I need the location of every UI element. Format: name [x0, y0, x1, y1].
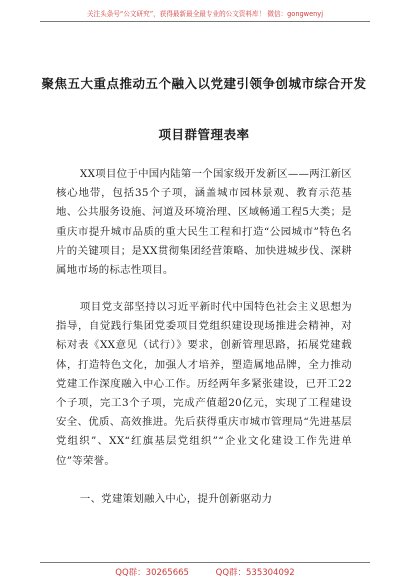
- document-title-line1: 聚焦五大重点推动五个融入以党建引领争创城市综合开发: [41, 76, 367, 91]
- section-heading-text: 一、党建策划融入中心，提升创新驱动力: [79, 493, 273, 505]
- section-heading: [56, 490, 352, 509]
- footer-qq-group-2: QQ群：535304092: [215, 568, 295, 578]
- paragraph-1-text: XX项目位于中国内陆第一个国家级开发新区——两江新区核心地带，包括35个子项，涵盖城市园林景观、教育示范基地、公共服务设施、河道及环境治理、区域畅通工程5大类；是重庆市提升城市品质的重大民生工程和打造“公园城市”特色名片的关键项目；是XX贯彻集团经营策略、加快进城步伐、深耕属地市场的标志性项目。: [56, 168, 352, 277]
- footer-qq-group-1: QQ群：30265665: [115, 568, 189, 578]
- document-title-line2: 项目群管理表率: [158, 127, 250, 142]
- paragraph-1: [56, 165, 352, 280]
- paragraph-2-text: 项目党支部坚持以习近平新时代中国特色社会主义思想为指导，自觉践行集团党委项目党组织建设现场推进会精神，对标对表《XX意见（试行）》要求，创新管理思路，拓展党建载体，打造特色文化，加强人才培养，塑造属地品牌，全力推动党建工作深度融入中心工作。历经两年多紧张建设，已开工22个子项，完工3个子项，完成产值超20亿元，实现了工程建设安全、优质、高效推进。先后获得重庆市城市管理局“先进基层党组织”、XX“红旗基层党组织”“企业文化建设工作先进单位”等荣誉。: [56, 301, 352, 467]
- header-banner: 关注头条号“公文研究”，获得最新最全最专业的公文资料库！ 微信：gongwenyj: [40, 8, 370, 22]
- paragraph-2: [56, 298, 352, 471]
- footer: [40, 562, 370, 578]
